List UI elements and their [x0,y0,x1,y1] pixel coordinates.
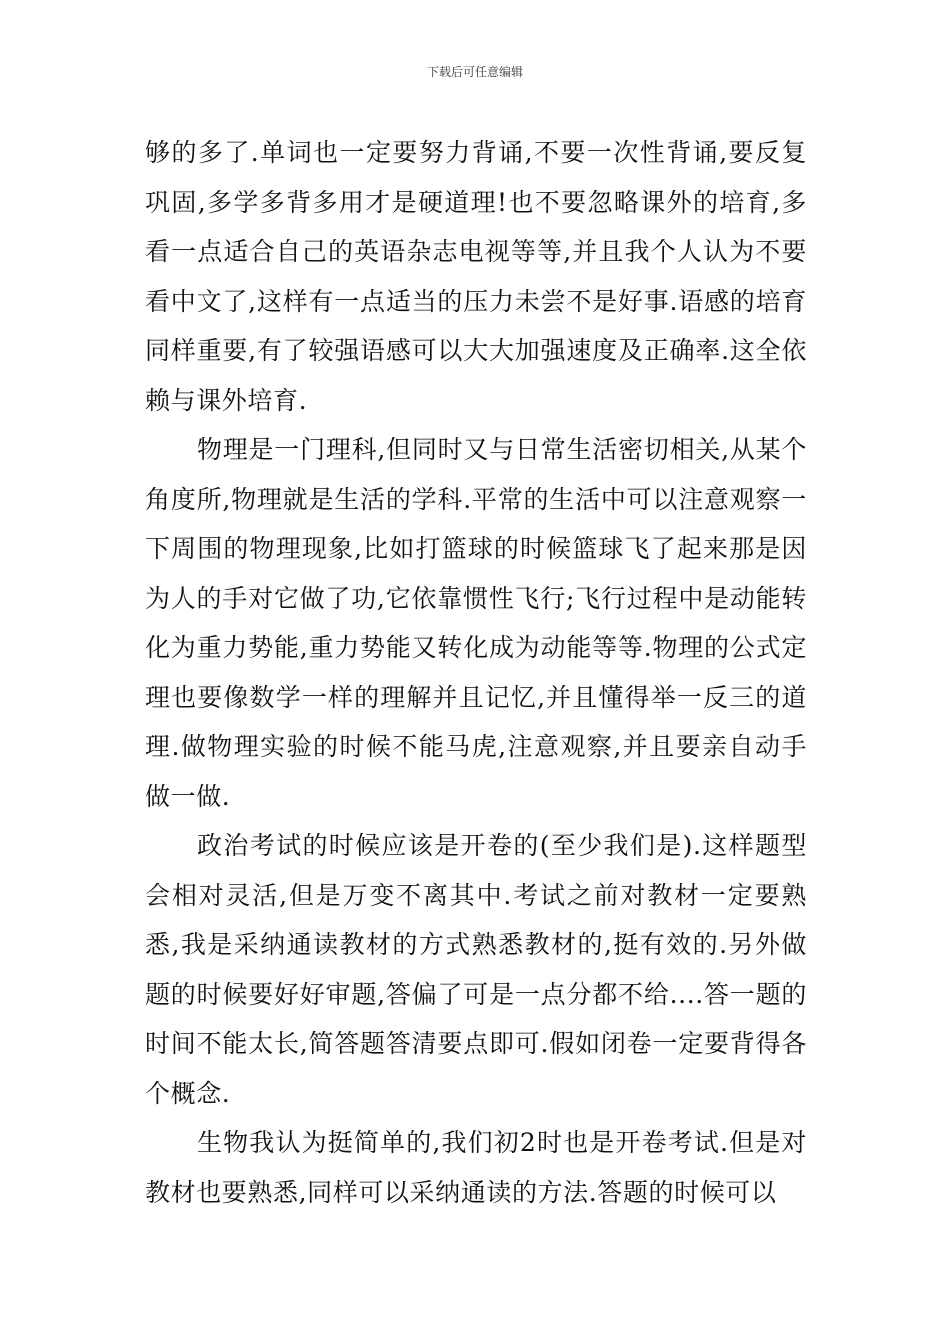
paragraph-biology: 生物我认为挺简单的,我们初2时也是开卷考试.但是对教材也要熟悉,同样可以采纳通读的方法.答题的时候可以 [145,1128,807,1207]
document-body [145,128,807,1217]
paragraph-physics: 物理是一门理科,但同时又与日常生活密切相关,从某个角度所,物理就是生活的学科.平常的生活中可以注意观察一下周围的物理现象,比如打篮球的时候篮球飞了起来那是因为人的手对它做了功,它依靠惯性飞行;飞行过程中是动能转化为重力势能,重力势能又转化成为动能等等.物理的公式定理也要像数学一样的理解并且记忆,并且懂得举一反三的道理.做物理实验的时候不能马虎,注意观察,并且要亲自动手做一做. [145,435,807,811]
paragraph-english-study: 够的多了.单词也一定要努力背诵,不要一次性背诵,要反复巩固,多学多背多用才是硬道理!也不要忽略课外的培育,多看一点适合自己的英语杂志电视等等,并且我个人认为不要看中文了,这样有一点适当的压力未尝不是好事.语感的培育同样重要,有了较强语感可以大大加强速度及正确率.这全依赖与课外培育. [145,138,807,415]
paragraph-politics: 政治考试的时候应该是开卷的(至少我们是).这样题型会相对灵活,但是万变不离其中.考试之前对教材一定要熟悉,我是采纳通读教材的方式熟悉教材的,挺有效的.另外做题的时候要好好审题,答偏了可是一点分都不给....答一题的时间不能太长,简答题答清要点即可.假如闭卷一定要背得各个概念. [145,831,807,1108]
page-header: 下载后可任意编辑 [426,65,523,79]
